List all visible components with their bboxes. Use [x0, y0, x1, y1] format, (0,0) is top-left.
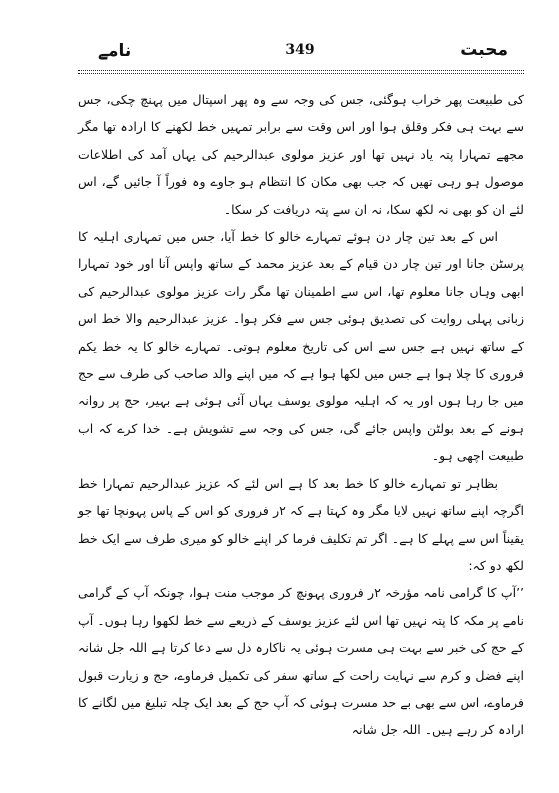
- header-left-title: نامے: [98, 41, 132, 61]
- page-header: [80, 40, 520, 68]
- paragraph-1: کی طبیعت پھر خراب ہوگئی، جس کی وجہ سے وہ پھر اسپتال میں پہنچ چکی، جس سے بہت ہی فکر وقلق ہوا اور اس وقت سے برابر تمہیں خط لکھنے کا ارادہ تھا مگر مجھے تمہارا پتہ یاد نہیں تھا اور عزیز مولوی عبدالرحیم کی یہاں آمد کی اطلاعات موصول ہو رہی تھیں کہ جب بھی مکان کا انتظام ہو جاوے وہ فوراً آ جائیں گے، اس لئے ان کو بھی نہ لکھ سکا، نہ ان سے پتہ دریافت کر سکا۔: [78, 92, 524, 217]
- body-text: [78, 86, 524, 744]
- paragraph-2: اس کے بعد تین چار دن ہوئے تمہارے خالو کا خط آیا، جس میں تمہاری اہلیہ کا پرسٹن جانا اور تین چار دن قیام کے بعد عزیز محمد کے ساتھ واپس آنا اور خود تمہارا ابھی وہاں جانا معلوم تھا، اس سے اطمینان تھا مگر رات عزیز مولوی عبدالرحیم کی زبانی پہلی روایت کی تصدیق ہوئی جس سے فکر ہوا۔ عزیز عبدالرحیم والا خط اس کے ساتھ نہیں ہے جس سے اس کی تاریخ معلوم ہوتی۔ تمہارے خالو کا یہ خط یکم فروری کا چلا ہوا ہے جس میں لکھا ہوا ہے کہ میں اپنے والد صاحب کی طرف سے حج میں جا رہا ہوں اور یہ کہ اہلیہ مولوی یوسف یہاں آئی ہوئی ہے بہیر، حج پر روانہ ہونے کے بعد بولٹن واپس جائے گی، جس کی وجہ سے تشویش ہے۔ خدا کرے کہ اب طبیعت اچھی ہو۔: [78, 229, 524, 464]
- paragraph-4-quoted-letter: ’’آپ کا گرامی نامہ مؤرخہ ۲ر فروری پہونچ کر موجب منت ہوا، چونکہ آپ کے گرامی نامے پر مکہ کا پتہ نہیں تھا اس لئے عزیز یوسف کے ذریعے سے خط لکھوا رہا ہوں۔ آپ کے حج کی خبر سے بہت ہی مسرت ہوئی یہ ناکارہ دل سے دعا کرتا ہے اللہ جل شانہ اپنے فضل و کرم سے نہایت راحت کے ساتھ سفر کی تکمیل فرماوے، حج و زیارت قبول فرماوے، اس سے بھی بے حد مسرت ہوئی کہ آپ حج کے بعد ایک چلہ تبلیغ میں لگانے کا ارادہ کر رہے ہیں۔ اللہ جل شانہ: [78, 585, 525, 738]
- paragraph-3: بظاہر تو تمہارے خالو کا خط بعد کا ہے اس لئے کہ عزیز عبدالرحیم تمہارا خط اگرچہ اپنے ساتھ نہیں لایا مگر وہ کہتا ہے کہ ۲ر فروری کو اس کے پاس پہونچا تھا جو یقیناً اس سے پہلے کا ہے۔ اگر تم تکلیف فرما کر اپنے خالو کو میری طرف سے ایک خط لکھ دو کہ:: [78, 475, 524, 573]
- header-right-title: محبت: [460, 40, 508, 60]
- page-number: 349: [285, 42, 315, 58]
- header-divider: [78, 70, 524, 74]
